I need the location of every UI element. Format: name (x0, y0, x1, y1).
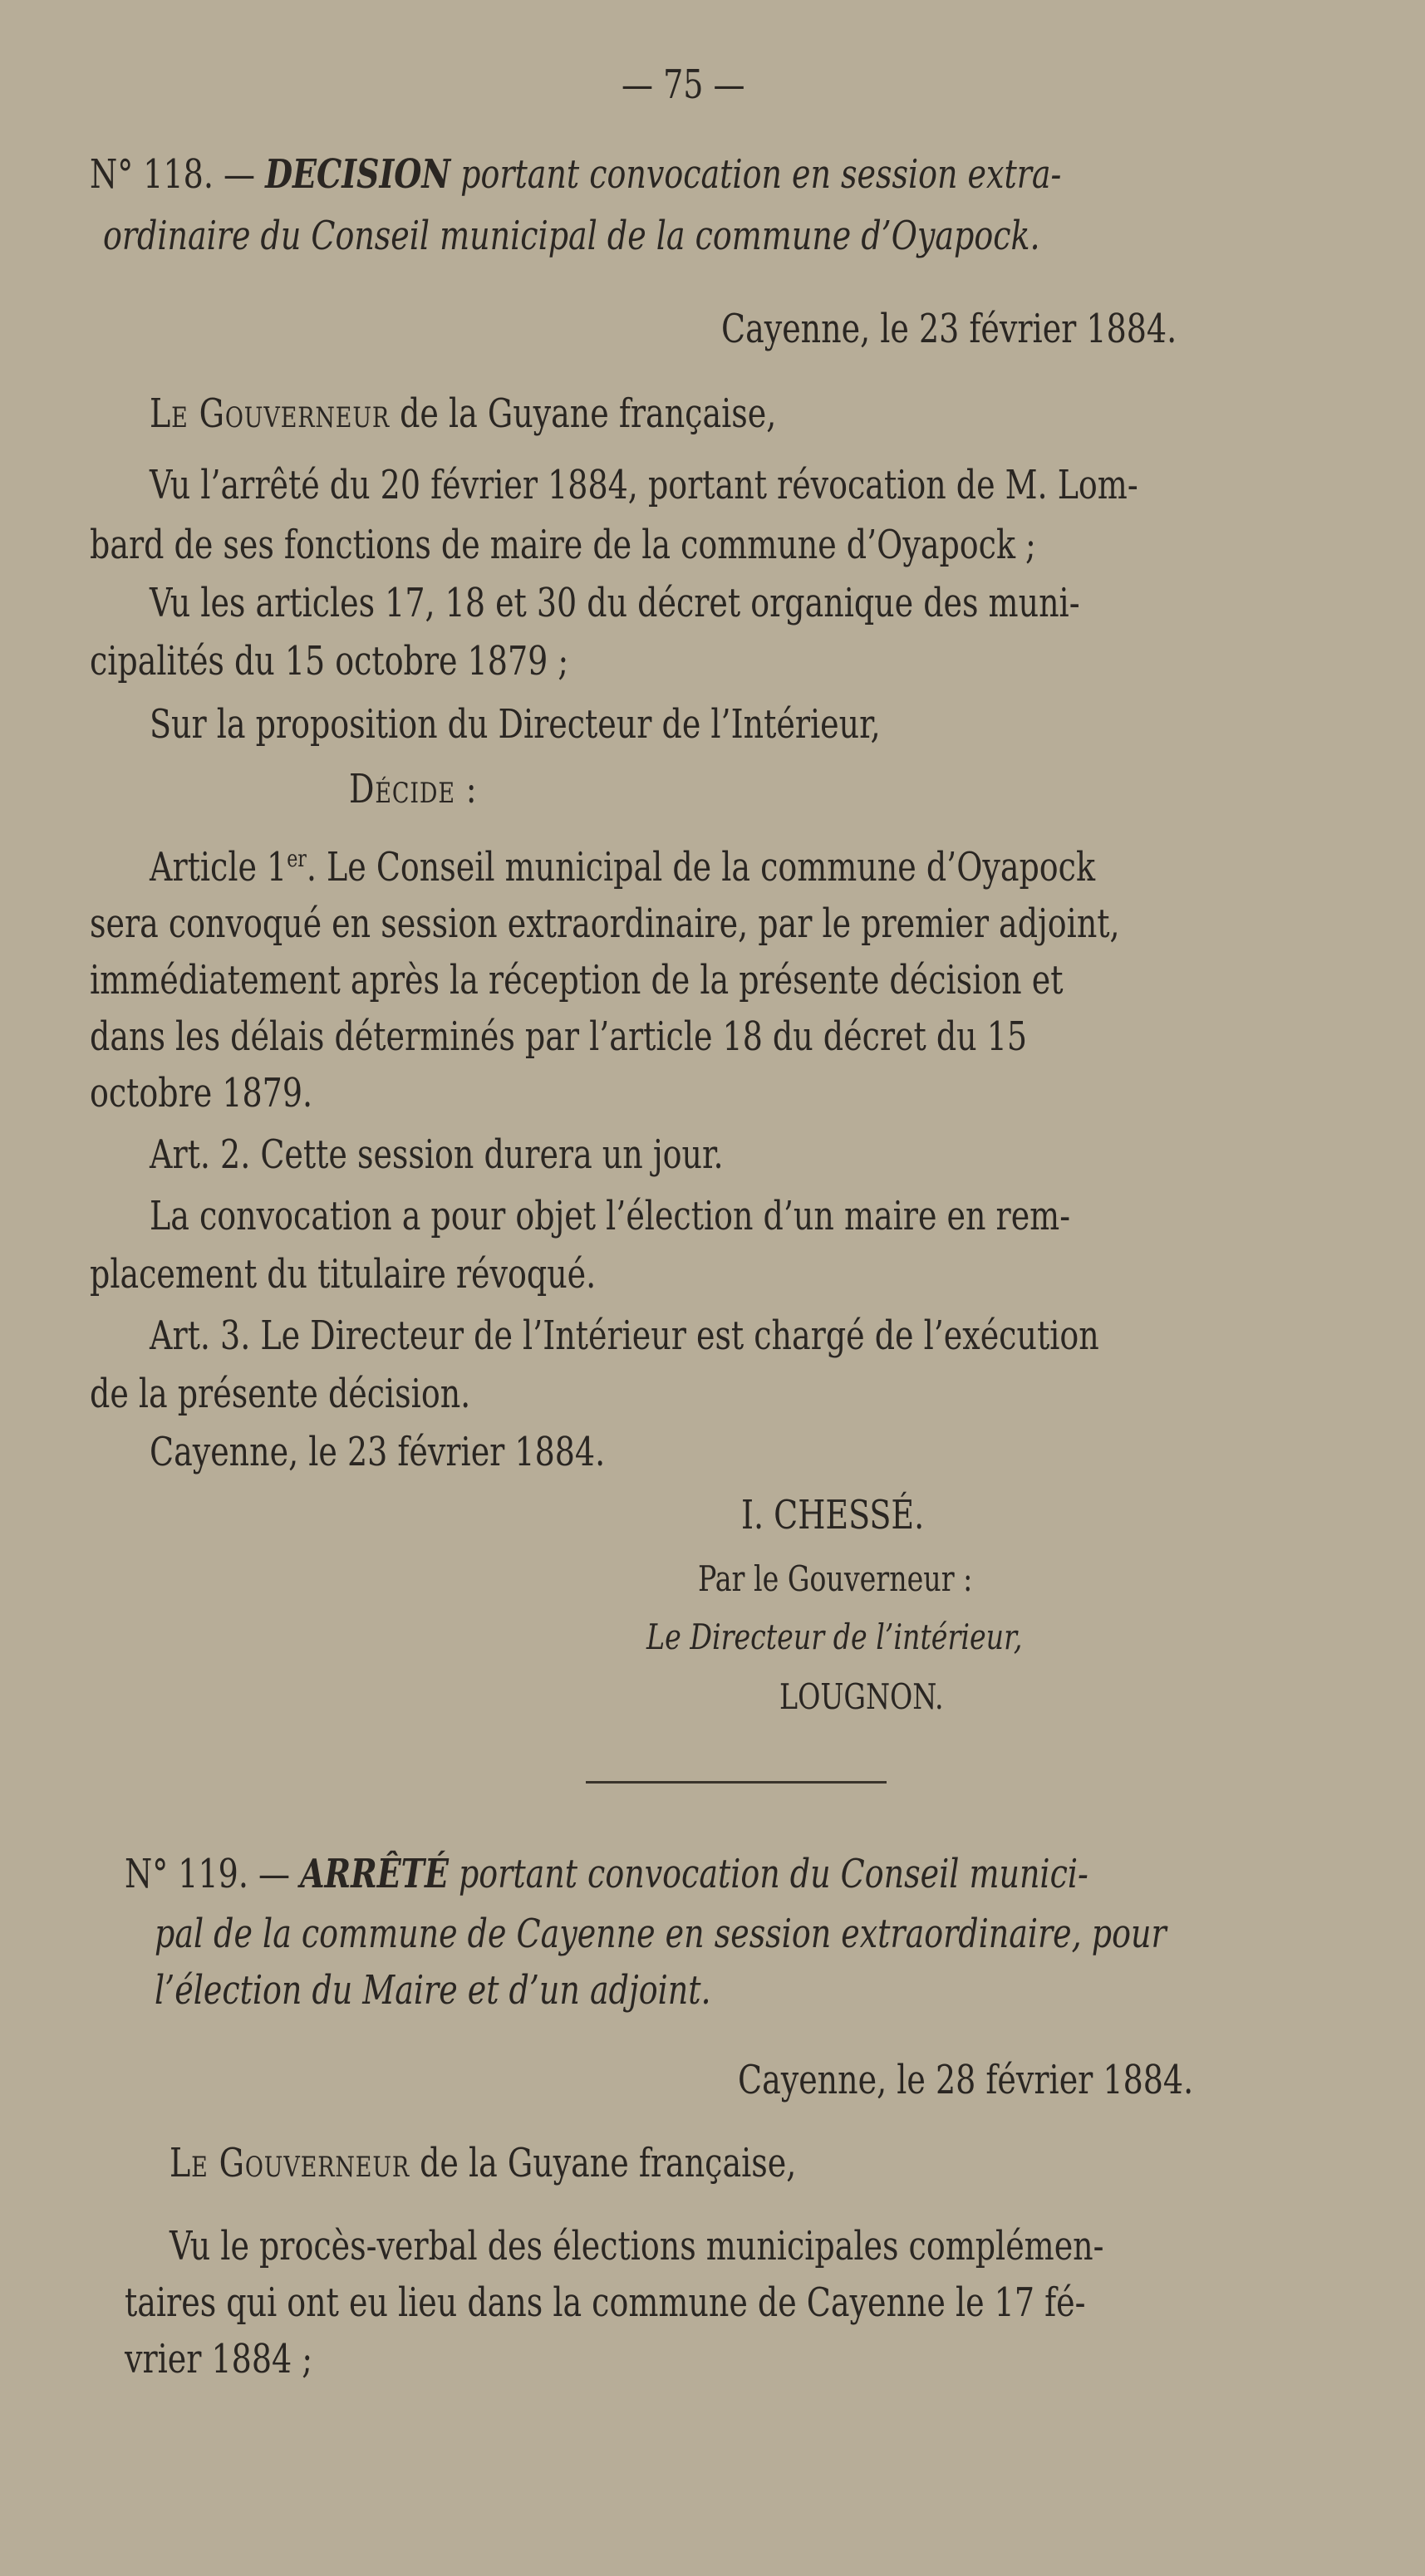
decide-heading: Décide : (349, 766, 478, 812)
governor-title: Le Gouverneur (170, 2140, 410, 2186)
title-rest: portant convocation en session extra- (460, 151, 1062, 198)
title-lead: ARRÊTÉ (300, 1851, 449, 1897)
body-line: taires qui ont eu lieu dans la commune de Cayenne le 17 fé- (125, 2279, 1086, 2326)
closing-place-date: Cayenne, le 23 février 1884. (150, 1429, 606, 1475)
section-119-title-line3: l’élection du Maire et d’un adjoint. (155, 1967, 711, 2014)
body-line: Vu le procès-verbal des élections municipales complémen- (170, 2223, 1104, 2269)
signature-par: Par le Gouverneur : (698, 1558, 973, 1599)
section-number: N° 119. (125, 1851, 248, 1897)
signature-name: I. CHESSÉ. (741, 1492, 925, 1538)
body-line: Sur la proposition du Directeur de l’Intérieur, (150, 701, 881, 748)
body-line: Art. 3. Le Directeur de l’Intérieur est chargé de l’exécution (150, 1313, 1099, 1359)
governor-title: Le Gouverneur (150, 390, 391, 437)
title-dash: — (258, 1851, 290, 1897)
body-line: Vu les articles 17, 18 et 30 du décret organique des muni- (150, 580, 1080, 626)
article-1-text: . Le Conseil municipal de la commune d’Oyapock (306, 844, 1095, 891)
body-line: placement du titulaire révoqué. (90, 1251, 597, 1298)
section-number: N° 118. (90, 151, 214, 198)
section-118-title-line2: ordinaire du Conseil municipal de la commune d’Oyapock. (103, 213, 1040, 259)
article-1-sup: er (287, 845, 307, 872)
section-119-title-line2: pal de la commune de Cayenne en session extraordinaire, pour (155, 1911, 1167, 1957)
article-1-line (150, 844, 1095, 891)
section-divider (586, 1781, 887, 1784)
governor-line (170, 2140, 797, 2186)
title-dash: — (223, 151, 255, 198)
body-line: Art. 2. Cette session durera un jour. (150, 1131, 724, 1178)
place-date: Cayenne, le 23 février 1884. (721, 306, 1177, 352)
body-line: sera convoqué en session extraordinaire, par le premier adjoint, (90, 900, 1120, 947)
signature-director: LOUGNON. (779, 1676, 944, 1717)
body-line: cipalités du 15 octobre 1879 ; (90, 638, 569, 684)
governor-rest: de la Guyane française, (420, 2140, 797, 2186)
governor-rest: de la Guyane française, (400, 390, 777, 437)
body-line: Vu l’arrêté du 20 février 1884, portant révocation de M. Lom- (150, 462, 1138, 508)
title-rest: portant convocation du Conseil munici- (458, 1851, 1088, 1897)
article-1-head: Article 1 (150, 844, 287, 891)
governor-line (150, 390, 777, 437)
place-date: Cayenne, le 28 février 1884. (738, 2057, 1194, 2103)
body-line: vrier 1884 ; (125, 2336, 313, 2382)
body-line: bard de ses fonctions de maire de la commune d’Oyapock ; (90, 522, 1036, 568)
body-line: dans les délais déterminés par l’article 18 du décret du 15 (90, 1013, 1028, 1060)
signature-role: Le Directeur de l’intérieur, (646, 1617, 1023, 1657)
title-lead: DECISION (265, 151, 451, 198)
section-118-title-line1 (90, 151, 1062, 198)
body-line: immédiatement après la réception de la présente décision et (90, 957, 1064, 1003)
body-line: de la présente décision. (90, 1371, 471, 1417)
page-number: — 75 — (622, 61, 745, 108)
section-119-title-line1 (125, 1851, 1088, 1897)
body-line: La convocation a pour objet l’élection d’un maire en rem- (150, 1193, 1071, 1239)
body-line: octobre 1879. (90, 1070, 313, 1116)
